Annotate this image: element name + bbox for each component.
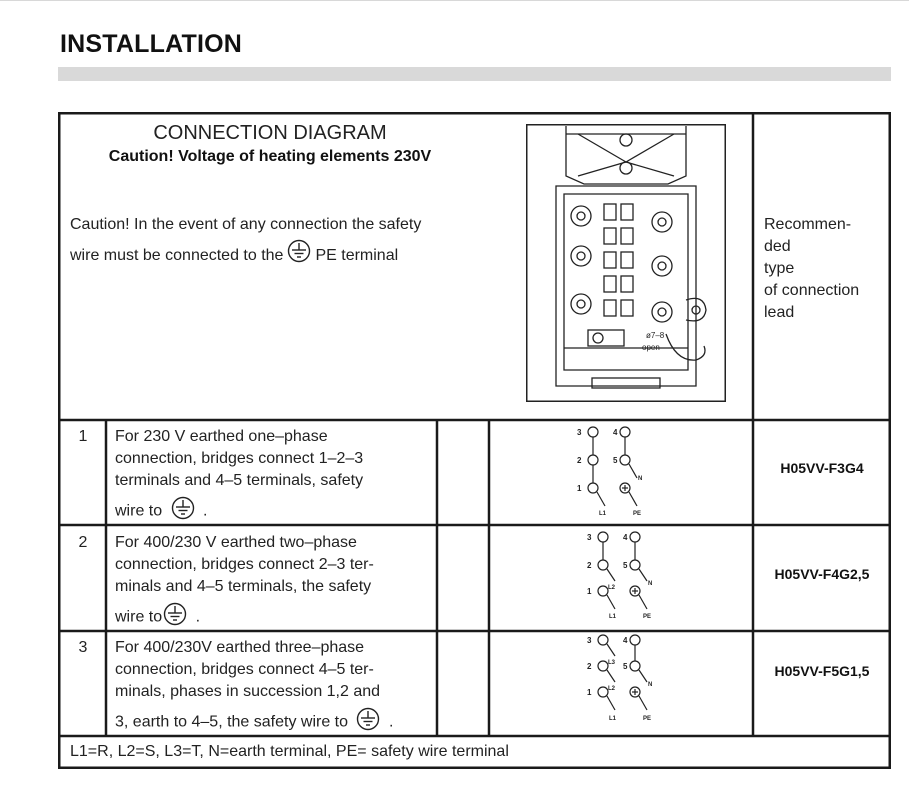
wiring-diagram-row-2: [575, 527, 675, 623]
terminal-2-label: 2: [577, 456, 582, 465]
row-2-line-4: [115, 602, 433, 633]
recommended-lead-heading: [764, 214, 884, 324]
row-3-line-4-text: 3, earth to 4–5, the safety wire to: [115, 713, 349, 731]
row-3-line-3: minals, phases in succession 1,2 and: [115, 683, 381, 700]
terminal-pe-label: PE: [643, 716, 652, 722]
row-3-description: [115, 637, 433, 738]
row-2-line-2: connection, bridges connect 2–3 ter-: [115, 556, 374, 573]
row-2-line-1: For 400/230 V earthed two–phase: [115, 534, 357, 551]
terminal-l1-label: L1: [609, 716, 617, 722]
photo-label-open: open: [642, 343, 660, 352]
terminal-block-illustration: [526, 124, 726, 402]
terminal-1-label: 1: [587, 688, 592, 697]
wiring-diagram-row-1: [565, 422, 665, 518]
terminal-n-label: N: [638, 476, 643, 482]
row-1-line-2: connection, bridges connect 1–2–3: [115, 450, 364, 467]
ground-symbol-icon: [163, 602, 187, 633]
terminal-4-label: 4: [623, 533, 628, 542]
terminal-l1-label: L1: [599, 511, 607, 517]
terminal-n-label: N: [648, 581, 653, 587]
recommended-line-2: ded: [764, 238, 791, 255]
terminal-3-label: 3: [587, 636, 592, 645]
row-1-line-1: For 230 V earthed one–phase: [115, 428, 328, 445]
safety-line-1: Caution! In the event of any connection the safety: [70, 216, 422, 233]
row-2-line-3: minals and 4–5 terminals, the safety: [115, 578, 372, 595]
safety-line-2-start: wire must be connected to the: [70, 247, 284, 265]
terminal-5-label: 5: [623, 561, 628, 570]
row-2-line-4-text: wire to: [115, 608, 163, 626]
row-3-line-4: [115, 707, 433, 738]
row-3-number: 3: [78, 639, 88, 656]
photo-label-diameter: ø7–8: [646, 331, 665, 340]
recommended-line-1: Recommen-: [764, 216, 852, 233]
terminal-3-label: 3: [587, 533, 592, 542]
voltage-caution: Caution! Voltage of heating elements 230V: [108, 148, 432, 165]
row-1-line-4: [115, 496, 433, 527]
row-3-line-4-end: .: [388, 713, 394, 731]
row-1-description: [115, 426, 433, 527]
row-1-line-4-text: wire to: [115, 502, 163, 520]
row-2-number: 2: [78, 534, 88, 551]
ground-symbol-icon: [171, 496, 195, 527]
row-1-line-4-end: .: [203, 502, 208, 520]
row-1-number: 1: [78, 428, 88, 445]
terminal-l3-label: L3: [608, 660, 616, 666]
terminal-2-label: 2: [587, 662, 592, 671]
terminal-2-label: 2: [587, 561, 592, 570]
terminal-4-label: 4: [613, 428, 618, 437]
recommended-line-3: type: [764, 260, 795, 277]
terminal-3-label: 3: [577, 428, 582, 437]
title-underline-bar: [58, 67, 891, 81]
terminal-4-label: 4: [623, 636, 628, 645]
terminal-l2-label: L2: [608, 686, 616, 692]
connection-diagram-title: CONNECTION DIAGRAM: [153, 122, 387, 144]
row-3-cable-code: H05VV-F5G1,5: [774, 663, 870, 679]
row-3-line-2: connection, bridges connect 4–5 ter-: [115, 661, 374, 678]
ground-symbol-icon: [356, 707, 380, 738]
row-1-line-3: terminals and 4–5 terminals, safety: [115, 472, 364, 489]
legend-footnote: L1=R, L2=S, L3=T, N=earth terminal, PE= safety wire terminal: [70, 743, 509, 760]
row-3-line-1: For 400/230V earthed three–phase: [115, 639, 365, 656]
terminal-5-label: 5: [623, 662, 628, 671]
terminal-n-label: N: [648, 682, 653, 688]
recommended-line-5: lead: [764, 304, 795, 321]
page-title: INSTALLATION: [60, 30, 243, 58]
terminal-1-label: 1: [587, 587, 592, 596]
ground-symbol-icon: [287, 239, 311, 273]
safety-line-2: [70, 239, 510, 273]
terminal-1-label: 1: [577, 484, 582, 493]
terminal-pe-label: PE: [643, 614, 652, 620]
row-2-cable-code: H05VV-F4G2,5: [774, 566, 870, 582]
top-divider: [0, 0, 909, 1]
wiring-diagram-row-3: [575, 632, 675, 726]
row-2-line-4-end: .: [195, 608, 201, 626]
row-2-description: [115, 532, 433, 633]
safety-line-2-end: PE terminal: [315, 247, 399, 265]
safety-caution-text: [70, 211, 510, 273]
row-1-cable-code: H05VV-F3G4: [780, 460, 864, 476]
recommended-line-4: of connection: [764, 282, 860, 299]
terminal-5-label: 5: [613, 456, 618, 465]
terminal-l2-label: L2: [608, 585, 616, 591]
terminal-pe-label: PE: [633, 511, 642, 517]
terminal-l1-label: L1: [609, 614, 617, 620]
